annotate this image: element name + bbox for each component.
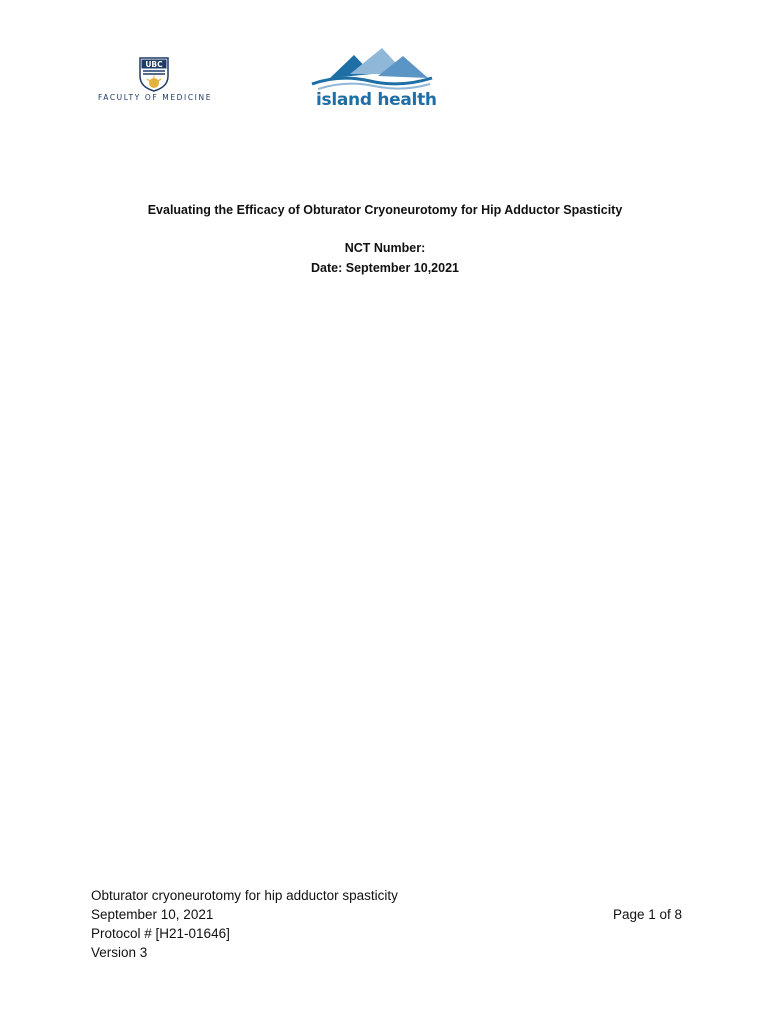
footer-protocol-number: Protocol # [H21-01646]	[91, 926, 230, 941]
mountains-icon	[310, 44, 435, 92]
page-number: Page 1 of 8	[613, 907, 683, 922]
document-date: Date: September 10,2021	[311, 261, 459, 275]
footer-date: September 10, 2021	[91, 907, 214, 922]
island-health-wordmark: island health	[316, 90, 437, 110]
document-title: Evaluating the Efficacy of Obturator Cryoneurotomy for Hip Adductor Spasticity	[147, 203, 623, 217]
ubc-crest-icon	[138, 56, 170, 92]
page-footer	[91, 886, 691, 962]
ubc-faculty-of-medicine-logo	[98, 56, 218, 104]
nct-number-label: NCT Number:	[344, 241, 426, 255]
ubc-crest-text: UBC	[145, 60, 163, 69]
faculty-of-medicine-text: FACULTY OF MEDICINE	[98, 93, 213, 102]
footer-study-title: Obturator cryoneurotomy for hip adductor spasticity	[91, 888, 398, 903]
footer-version: Version 3	[91, 945, 148, 960]
island-health-logo	[310, 44, 435, 116]
